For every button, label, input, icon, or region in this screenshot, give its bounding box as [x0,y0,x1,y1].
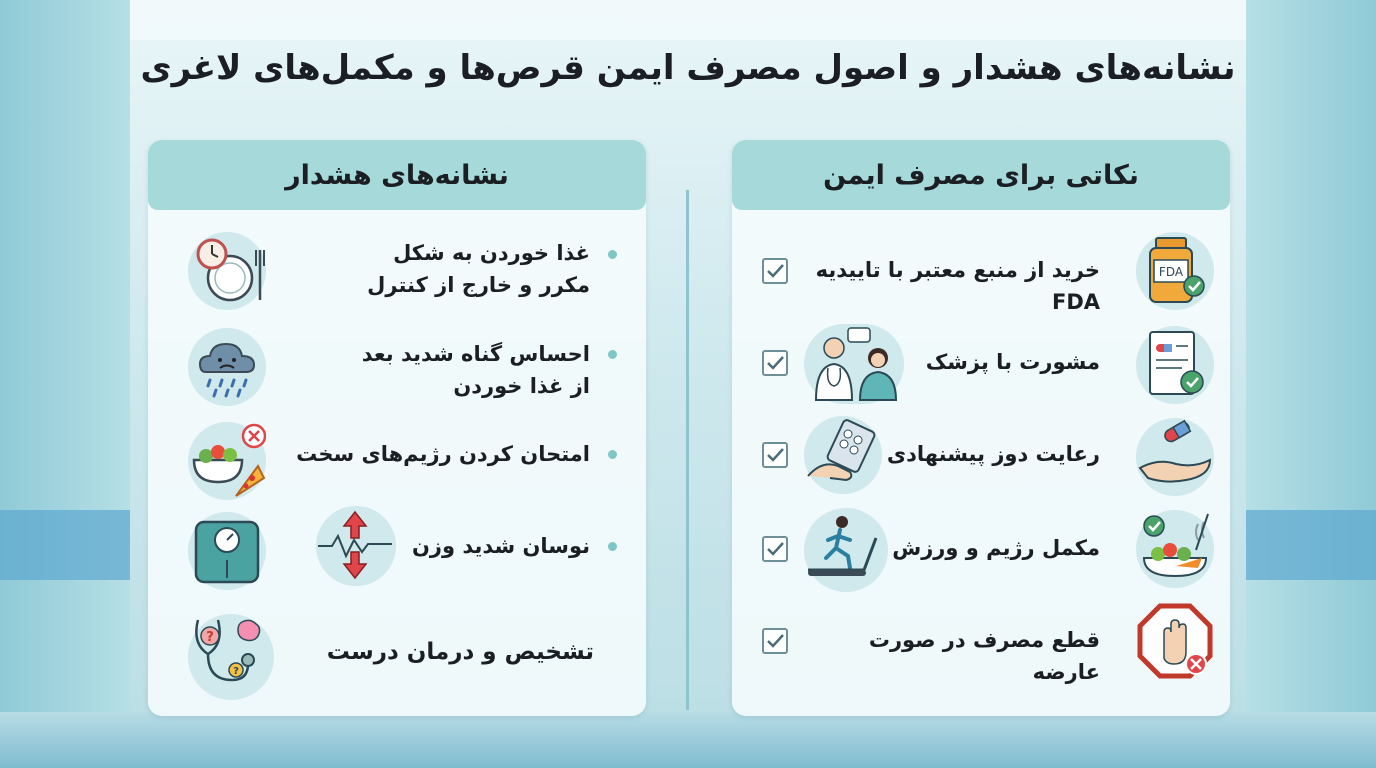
left-wall-stripe [0,510,130,580]
weight-fluctuation-icon [316,506,396,586]
warning-item-4: نوسان شدید وزن [412,534,590,558]
warning-signs-panel [148,140,646,716]
right-wall-stripe [1246,510,1376,580]
sad-cloud-icon [188,328,266,406]
bullet [608,450,617,459]
check-icon [762,536,788,562]
scale-icon [188,512,266,590]
svg-text:?: ? [233,666,239,677]
check-icon [762,258,788,284]
blister-pack-icon [804,416,882,494]
stop-hand-icon [1136,602,1214,680]
stethoscope-brain-icon [188,614,274,700]
warning-signs-heading: نشانه‌های هشدار [148,140,646,210]
tip-item-4: مکمل رژیم و ورزش [892,536,1100,560]
warning-item-1-line1: غذا خوردن به شکل [393,241,590,265]
ceiling [0,0,1376,40]
healthy-food-icon [1136,510,1214,588]
prescription-icon [1136,326,1214,404]
warning-item-1 [330,237,590,301]
tip-item-5: قطع مصرف در صورت عارضه [868,628,1100,684]
warning-item-5: تشخیص و درمان درست [326,639,594,665]
tip-item-2: مشورت با پزشک [925,350,1100,374]
tip-item-3: رعایت دوز پیشنهادی [886,442,1100,466]
tip-item-1: خرید از منبع معتبر با تاییدیه FDA [815,258,1100,314]
center-door-line [686,190,689,710]
bullet [608,350,617,359]
left-wall [0,0,130,768]
capsule-hand-icon [1136,418,1214,496]
page-title: نشانه‌های هشدار و اصول مصرف ایمن قرص‌ها و مکمل‌های لاغری [140,48,1236,88]
warning-item-3: امتحان کردن رژیم‌های سخت [296,442,590,466]
warning-item-2-line2: از غذا خوردن [453,374,590,398]
bullet [608,542,617,551]
safe-usage-panel [732,140,1230,716]
check-icon [762,350,788,376]
clock-plate-icon [188,232,266,310]
safe-usage-heading: نکاتی برای مصرف ایمن [732,140,1230,210]
right-wall [1246,0,1376,768]
check-icon [762,628,788,654]
svg-text:?: ? [206,630,214,645]
floor [0,712,1376,768]
warning-item-2-line1: احساس گناه شدید بعد [361,342,590,366]
salad-pizza-icon [188,422,266,500]
check-icon [762,442,788,468]
fda-bottle-icon [1136,232,1214,310]
fda-badge-text: FDA [1158,265,1184,279]
warning-item-2 [330,338,590,402]
treadmill-icon [804,508,888,592]
bullet [608,250,617,259]
doctor-consultation-icon [804,324,904,404]
warning-item-1-line2: مکرر و خارج از کنترل [367,273,590,297]
